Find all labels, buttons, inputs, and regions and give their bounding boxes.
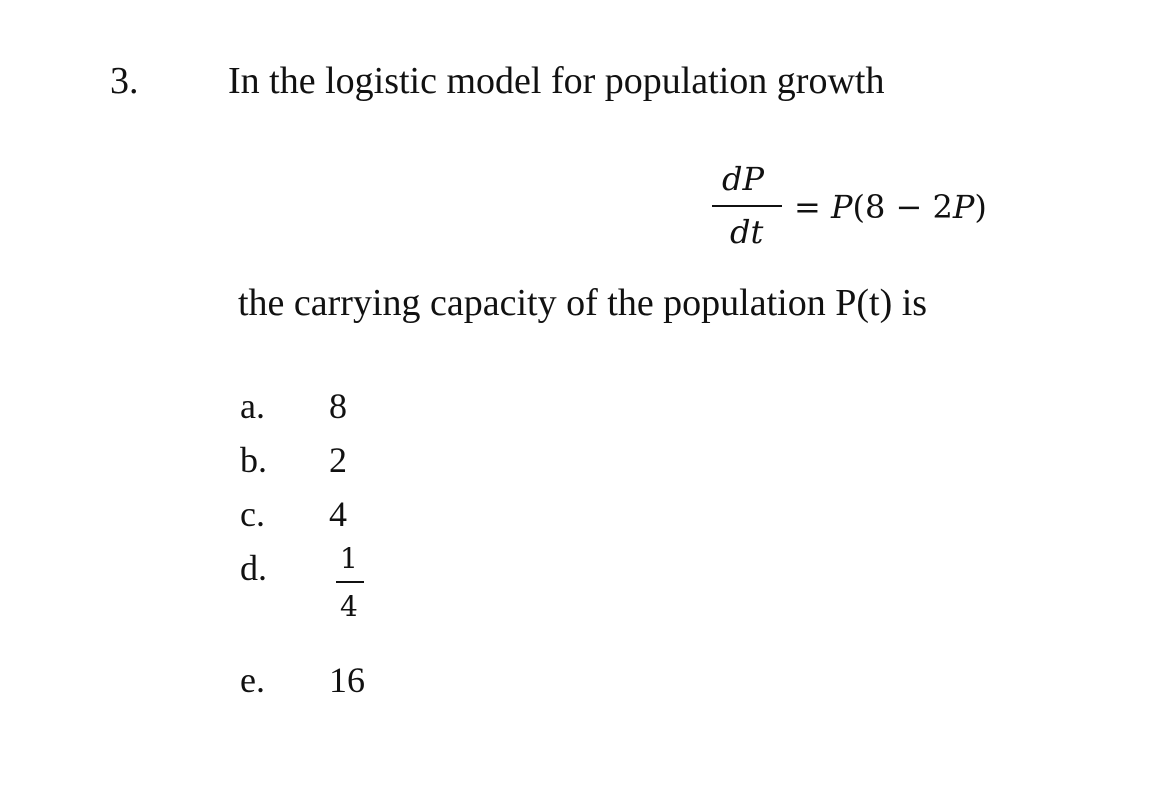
equation-numerator: dP [722, 160, 765, 198]
choice-e-letter: e. [240, 660, 265, 700]
choice-d-numerator: 1 [340, 542, 358, 575]
expression-middle: (8 − 2 [852, 188, 953, 226]
choice-d-fraction [330, 536, 370, 628]
choice-d-denominator: 4 [340, 590, 358, 623]
variable-p: P [830, 188, 853, 226]
choice-e-value: 16 [329, 660, 365, 700]
logistic-equation [708, 156, 1008, 256]
equation-denominator: dt [730, 213, 764, 251]
choice-c-value: 4 [329, 494, 347, 534]
question-stem: In the logistic model for population growth [228, 60, 885, 102]
equation-right-side [794, 188, 987, 226]
choice-c-letter: c. [240, 494, 265, 534]
choice-b-letter: b. [240, 440, 267, 480]
choice-d-letter: d. [240, 548, 267, 588]
equals-sign: = [794, 188, 831, 226]
question-number: 3. [110, 60, 139, 102]
variable-p-second: P [952, 188, 975, 226]
question-followup: the carrying capacity of the population P(t) is [238, 282, 928, 324]
choice-d-fraction-bar [336, 581, 364, 583]
choice-a-value: 8 [329, 386, 347, 426]
closing-paren: ) [974, 188, 987, 226]
fraction-bar [712, 205, 782, 207]
choice-b-value: 2 [329, 440, 347, 480]
choice-a-letter: a. [240, 386, 265, 426]
